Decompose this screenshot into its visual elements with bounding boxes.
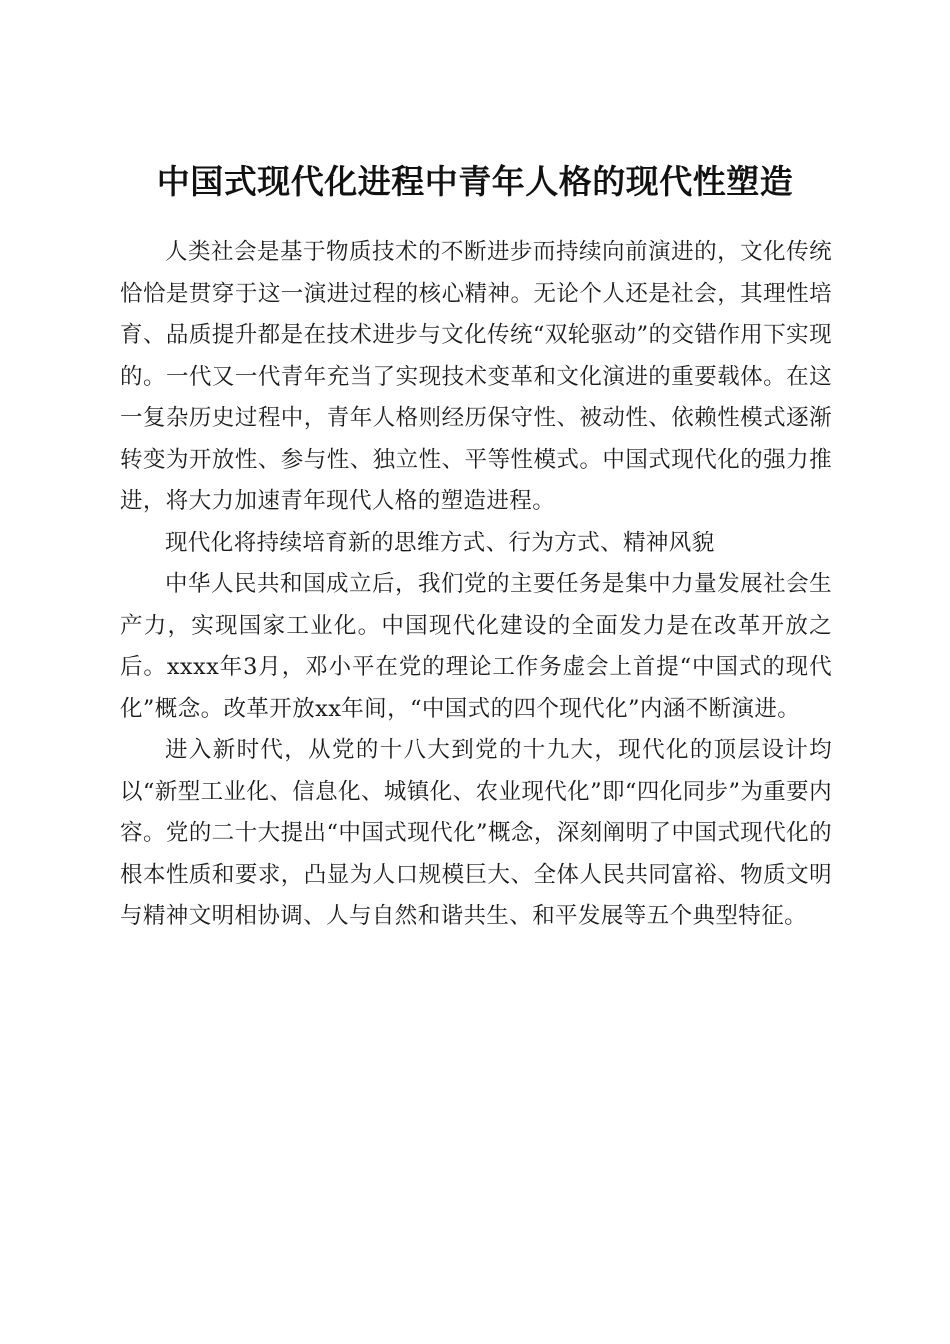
paragraph-new-era: 进入新时代，从党的十八大到党的十九大，现代化的顶层设计均以“新型工业化、信息化、城镇化、农业现代化”即“四化同步”为重要内容。党的二十大提出“中国式现代化”概念，深刻阐明了中国式现代化的根本性质和要求，凸显为人口规模巨大、全体人民共同富裕、物质文明与精神文明相协调、人与自然和谐共生、和平发展等五个典型特征。 [120,737,832,929]
document-body [120,232,832,938]
paragraph-history: 中华人民共和国成立后，我们党的主要任务是集中力量发展社会生产力，实现国家工业化。中国现代化建设的全面发力是在改革开放之后。xxxx年3月，邓小平在党的理论工作务虚会上首提“中国式的现代化”概念。改革开放xx年间，“中国式的四个现代化”内涵不断演进。 [120,571,832,722]
section-heading: 现代化将持续培育新的思维方式、行为方式、精神风貌 [165,529,715,556]
paragraph-intro: 人类社会是基于物质技术的不断进步而持续向前演进的，文化传统恰恰是贯穿于这一演进过程的核心精神。无论个人还是社会，其理性培育、品质提升都是在技术进步与文化传统“双轮驱动”的交错作用下实现的。一代又一代青年充当了实现技术变革和文化演进的重要载体。在这一复杂历史过程中，青年人格则经历保守性、被动性、依赖性模式逐渐转变为开放性、参与性、独立性、平等性模式。中国式现代化的强力推进，将大力加速青年现代人格的塑造进程。 [120,239,832,514]
document-title: 中国式现代化进程中青年人格的现代性塑造 [156,162,794,202]
